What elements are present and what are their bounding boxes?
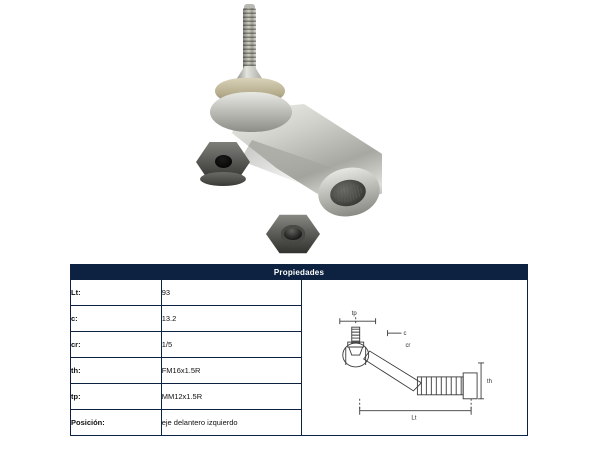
hex-jam-nut (266, 214, 320, 254)
technical-drawing-cell (302, 280, 528, 436)
ball-joint-housing (210, 92, 292, 132)
flange-nut (196, 142, 250, 188)
table-header-row (71, 265, 528, 280)
row-value-cr: 1/5 (161, 332, 301, 358)
hex-jam-nut-bore (281, 225, 305, 243)
diagram-label-c: c (403, 330, 407, 337)
technical-drawing (302, 293, 527, 423)
row-label-th: th: (71, 358, 162, 384)
properties-table (70, 264, 528, 436)
properties-table-title: Propiedades (71, 265, 528, 280)
row-label-cr: cr: (71, 332, 162, 358)
row-value-lt: 93 (161, 280, 301, 306)
diagram-label-th: th (487, 378, 493, 385)
row-label-c: c: (71, 306, 162, 332)
row-value-tp: MM12x1.5R (161, 384, 301, 410)
flange-nut-bore (215, 155, 232, 168)
row-value-th: FM16x1.5R (161, 358, 301, 384)
diagram-label-lt: Lt (411, 415, 417, 422)
row-label-lt: Lt: (71, 280, 162, 306)
row-label-tp: tp: (71, 384, 162, 410)
row-value-posicion: eje delantero izquierdo (161, 410, 301, 436)
row-value-c: 13.2 (161, 306, 301, 332)
flange-nut-collar (200, 172, 246, 186)
diagram-label-cr: cr (405, 342, 411, 349)
table-row (71, 280, 528, 306)
diagram-label-tp: tp (351, 310, 357, 317)
row-label-posicion: Posición: (71, 410, 162, 436)
threaded-stud (243, 8, 256, 70)
